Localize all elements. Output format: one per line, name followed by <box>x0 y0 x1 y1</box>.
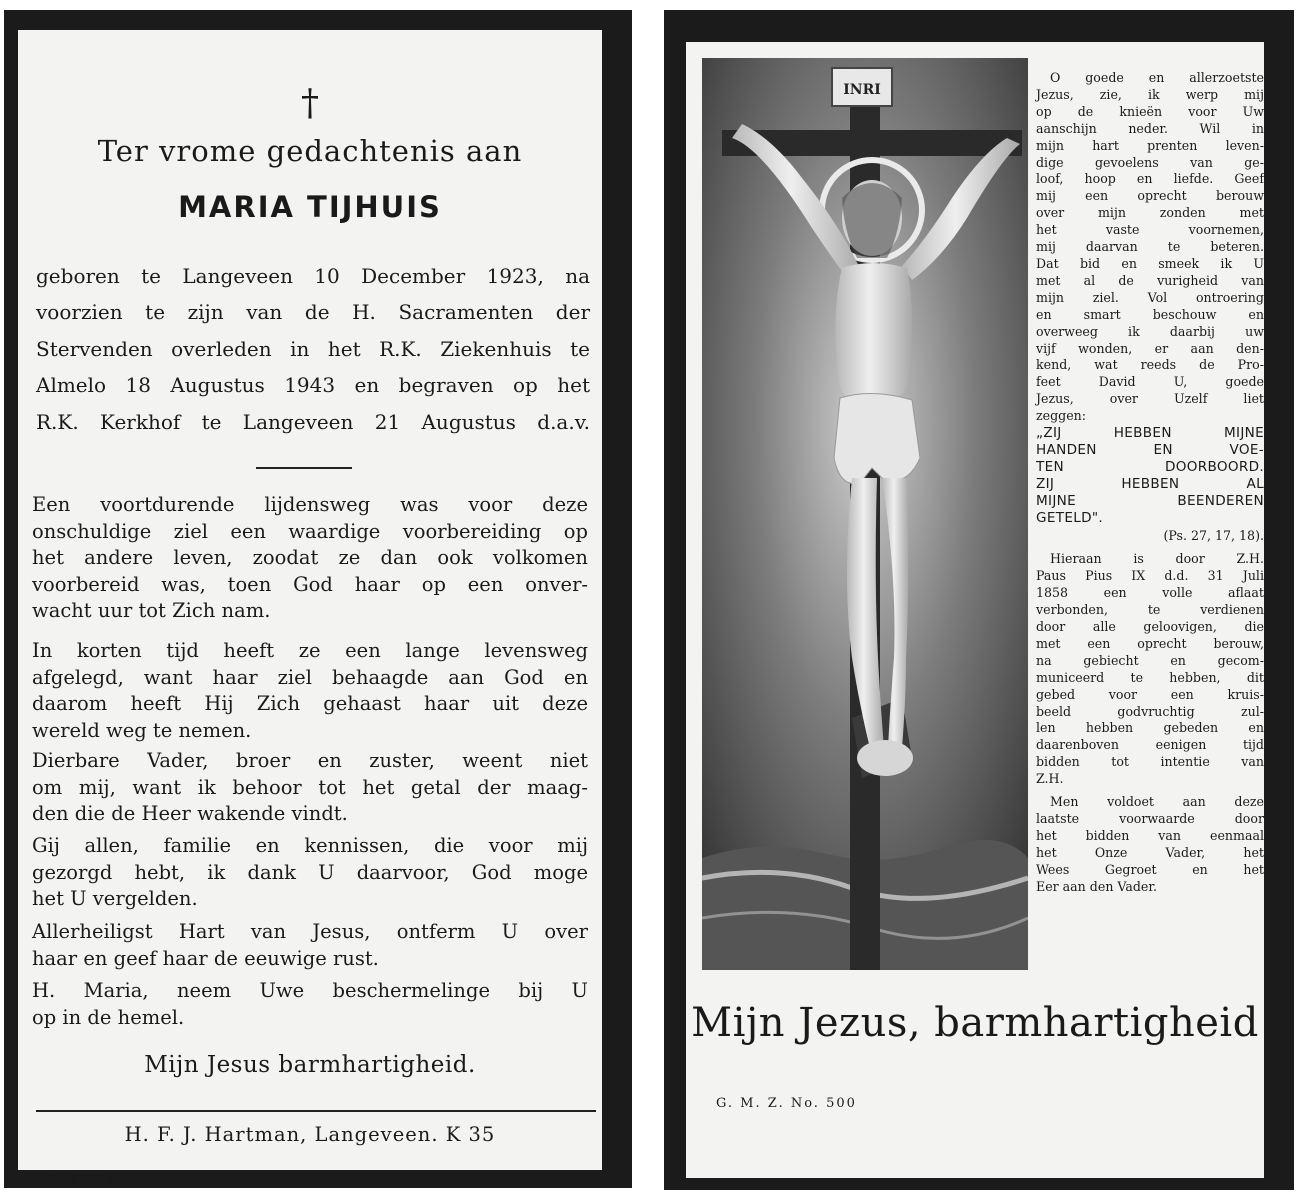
text-line: verbonden, te verdienen <box>1036 602 1264 618</box>
text-line: ZIJ HEBBEN AL <box>1036 475 1264 492</box>
text-line: Men voldoet aan deze <box>1050 794 1264 810</box>
crucifix-image <box>702 58 1028 970</box>
text-line: gezorgd hebt, ik dank U daarvoor, God moge <box>32 860 588 884</box>
paragraph-sacred-heart <box>32 919 588 972</box>
text-line: vijf wonden, er aan den- <box>1036 340 1264 356</box>
text-line: Een voortdurende lijdensweg was voor deze <box>32 493 588 516</box>
text-line: kend, wat reeds de Pro- <box>1036 357 1264 373</box>
memorial-heading: Ter vrome gedachtenis aan <box>97 134 523 168</box>
text-line: met een oprecht berouw, <box>1036 635 1264 651</box>
text-line: daarenboven eenigen tijd <box>1036 737 1264 753</box>
text-line: Eer aan den Vader. <box>1036 878 1158 894</box>
psalm-quote <box>1036 425 1264 526</box>
left-card-paper <box>18 30 602 1187</box>
bio-line: R.K. Kerkhof te Langeveen 21 Augustus d.a.v. <box>36 410 590 434</box>
text-line: zeggen: <box>1036 408 1087 424</box>
right-card-paper <box>686 42 1264 1178</box>
text-line: Allerheiligst Hart van Jesus, ontferm U over <box>32 920 588 943</box>
card-code: K 1676 <box>48 1173 119 1187</box>
text-line: gebed voor een kruis- <box>1036 686 1264 702</box>
text-line: met al de vurigheid van <box>1036 272 1264 288</box>
text-line: loof, hoop en liefde. Geef <box>1036 171 1264 187</box>
text-line: feet David U, goede <box>1036 374 1264 390</box>
paragraph-family <box>32 748 588 828</box>
text-line: afgelegd, want haar ziel behaagde aan God en <box>32 665 588 689</box>
text-line: „ZIJ HEBBEN MIJNE <box>1036 425 1264 442</box>
psalm-reference: (Ps. 27, 17, 18). <box>1163 528 1264 544</box>
text-line: GETELD". <box>1036 509 1104 526</box>
text-line: op in de hemel. <box>32 1005 185 1029</box>
text-line: laatste voorwaarde door <box>1036 810 1264 826</box>
text-line: O goede en allerzoetste <box>1050 70 1264 85</box>
text-line: na gebiecht en gecom- <box>1036 652 1264 668</box>
text-line: TEN DOORBOORD. <box>1036 458 1264 475</box>
bio-line: voorzien te zijn van de H. Sacramenten der <box>36 300 590 324</box>
text-line: het U vergelden. <box>32 887 198 910</box>
paragraph-suffering <box>32 492 588 625</box>
text-line: Dierbare Vader, broer en zuster, weent niet <box>32 749 588 772</box>
prayer-text <box>1036 70 1264 896</box>
text-line: het andere leven, zoodat ze dan ook volkomen <box>32 546 588 569</box>
catalog-number: G. M. Z. No. 500 <box>716 1096 857 1111</box>
text-line: daarom heeft Hij Zich gehaast haar uit deze <box>32 692 588 715</box>
text-line: haar en geef haar de eeuwige rust. <box>32 946 379 970</box>
card-title: Mijn Jezus, barmhartigheid <box>691 1000 1259 1046</box>
text-line: 1858 een volle aflaat <box>1036 585 1264 601</box>
inri-label: INRI <box>843 82 881 98</box>
text-line: len hebben gebeden en <box>1036 720 1264 736</box>
text-line: In korten tijd heeft ze een lange levensweg <box>32 639 588 662</box>
text-line: overweeg ik daarbij uw <box>1036 323 1264 339</box>
text-line: onschuldige ziel een waardige voorbereiding op <box>32 519 588 543</box>
text-line: dige gevoelens van ge- <box>1036 154 1264 170</box>
text-line: MIJNE BEENDEREN <box>1036 492 1264 509</box>
text-line: het vaste voornemen, <box>1036 222 1264 238</box>
closing-prayer: Mijn Jesus barmhartigheid. <box>144 1052 476 1078</box>
paragraph-mary <box>32 978 588 1031</box>
text-line: Jezus, over Uzelf liet <box>1036 391 1264 407</box>
right-memorial-card <box>664 10 1294 1190</box>
text-line: bidden tot intentie van <box>1036 754 1264 770</box>
bio-line: Stervenden overleden in het R.K. Ziekenhuis te <box>36 337 590 361</box>
text-line: beeld godvruchtig zul- <box>1036 703 1264 719</box>
text-line: om mij, want ik behoor tot het getal der maag- <box>32 775 588 799</box>
deceased-name: MARIA TIJHUIS <box>178 190 442 224</box>
text-line: wacht uur tot Zich nam. <box>32 599 271 622</box>
text-line: over mijn zonden met <box>1036 205 1264 221</box>
text-line: op de knieën voor Uw <box>1036 103 1264 119</box>
text-line: voorbereid was, toen God haar op een onver- <box>32 572 588 596</box>
text-line: mij daarvan te beteren. <box>1036 239 1264 255</box>
text-line: den die de Heer wakende vindt. <box>32 802 348 825</box>
text-line: het bidden van eenmaal <box>1036 827 1264 843</box>
paragraph-thanks <box>32 833 588 913</box>
text-line: Wees Gegroet en het <box>1036 861 1264 877</box>
cross-icon: † <box>301 83 319 124</box>
text-line: mijn hart prenten leven- <box>1036 137 1264 153</box>
divider <box>256 467 352 469</box>
text-line: municeerd te hebben, dit <box>1036 669 1264 685</box>
text-line: H. Maria, neem Uwe beschermelinge bij U <box>32 979 588 1002</box>
text-line: HANDEN EN VOE- <box>1036 441 1264 458</box>
bio-line: Almelo 18 Augustus 1943 en begraven op het <box>36 373 590 397</box>
left-memorial-card <box>4 10 632 1188</box>
printer-line: H. F. J. Hartman, Langeveen. K 35 <box>124 1123 496 1146</box>
text-line: Gij allen, familie en kennissen, die voor mij <box>32 834 588 857</box>
text-line: Jezus, zie, ik werp mij <box>1036 86 1264 102</box>
text-line: mij een oprecht berouw <box>1036 188 1264 204</box>
text-line: het Onze Vader, het <box>1036 844 1264 860</box>
text-line: Paus Pius IX d.d. 31 Juli <box>1036 568 1264 584</box>
bio-line: geboren te Langeveen 10 December 1923, na <box>36 264 590 288</box>
divider <box>36 1110 596 1112</box>
text-line: Dat bid en smeek ik U <box>1036 255 1264 271</box>
paragraph-life-path <box>32 638 588 744</box>
text-line: Hieraan is door Z.H. <box>1050 551 1264 567</box>
text-line: en smart beschouw en <box>1036 306 1264 322</box>
text-line: door alle geloovigen, die <box>1036 619 1264 634</box>
text-line: mijn ziel. Vol ontroering <box>1036 289 1264 305</box>
text-line: aanschijn neder. Wil in <box>1036 120 1264 136</box>
text-line: Z.H. <box>1036 771 1064 787</box>
text-line: wereld weg te nemen. <box>32 718 252 742</box>
